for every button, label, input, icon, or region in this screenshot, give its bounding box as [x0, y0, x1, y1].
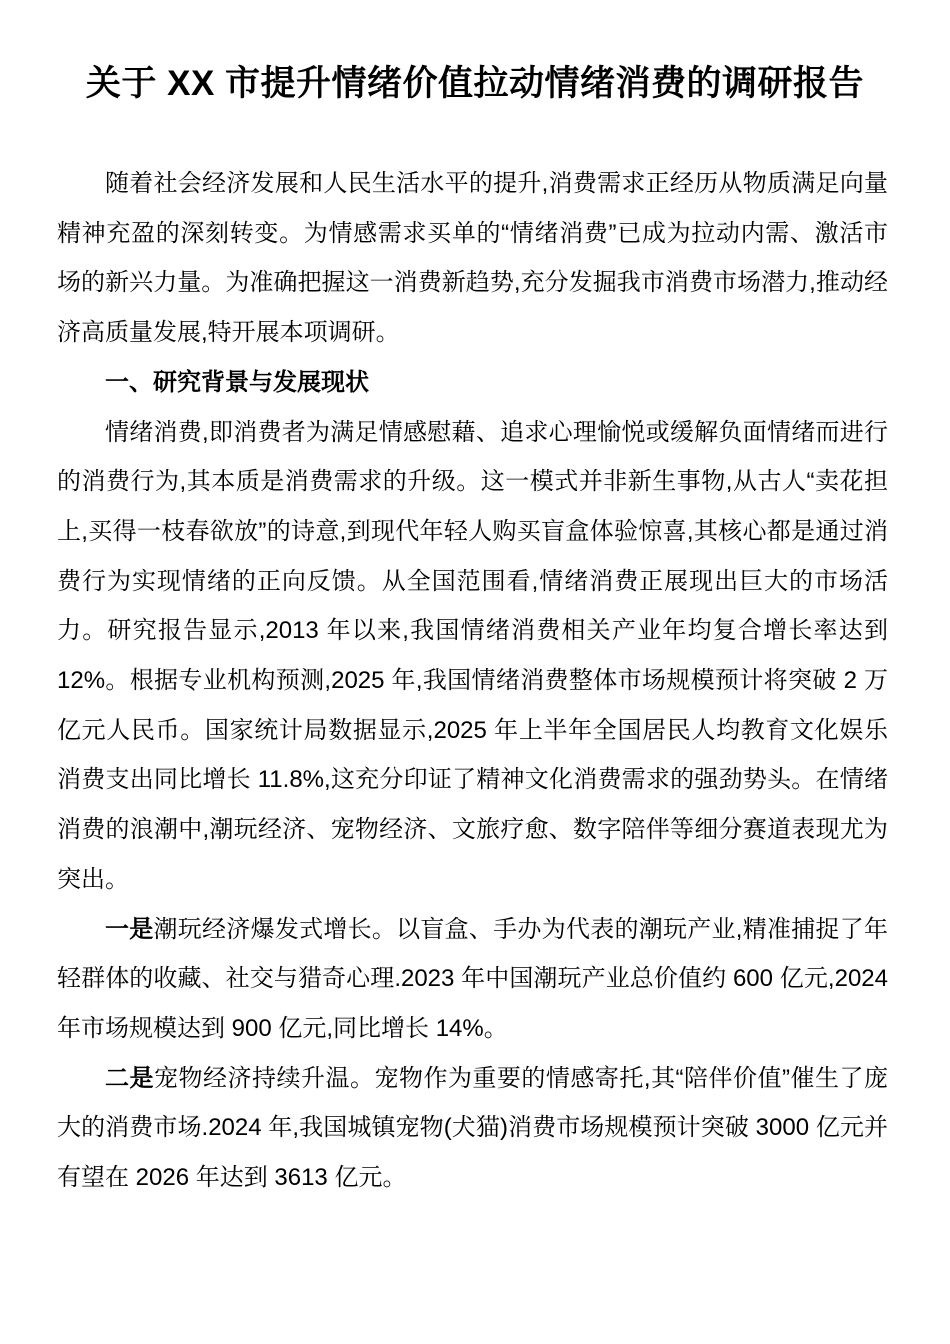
paragraph-intro: 随着社会经济发展和人民生活水平的提升,消费需求正经历从物质满足向量精神充盈的深刻转变。为情感需求买单的“情绪消费”已成为拉动内需、激活市场的新兴力量。为准确把握这一消费新趋势,充分发掘我市消费市场潜力,推动经济高质量发展,特开展本项调研。: [57, 170, 888, 347]
section-heading-1: 一、研究背景与发展现状: [105, 368, 369, 396]
point-1-lead: 一是: [105, 915, 154, 943]
paragraph-background: 情绪消费,即消费者为满足情感慰藉、追求心理愉悦或缓解负面情绪而进行的消费行为,其本质是消费需求的升级。这一模式并非新生事物,从古人“卖花担上,买得一枝春欲放”的诗意,到现代年轻人购买盲盒体验惊喜,其核心都是通过消费行为实现情绪的正向反馈。从全国范围看,情绪消费正展现出巨大的市场活力。研究报告显示,2013 年以来,我国情绪消费相关产业年均复合增长率达到 12%。根据专业机构预测,2025 年,我国情绪消费整体市场规模预计将突破 2 万亿元人民币。国家统计局数据显示,2025 年上半年全国居民人均教育文化娱乐消费支出同比增长 11.8%,这充分印证了精神文化消费需求的强劲势头。在情绪消费的浪潮中,潮玩经济、宠物经济、文旅疗愈、数字陪伴等细分赛道表现尤为突出。: [57, 418, 888, 893]
point-1-text: 潮玩经济爆发式增长。以盲盒、手办为代表的潮玩产业,精准捕捉了年轻群体的收藏、社交与猎奇心理.2023 年中国潮玩产业总价值约 600 亿元,2024 年市场规模达到 900 亿元,同比增长 14%。: [57, 915, 889, 1042]
document-body: [57, 159, 888, 1203]
point-paragraph-1: [57, 905, 888, 1054]
point-2-text: 宠物经济持续升温。宠物作为重要的情感寄托,其“陪伴价值”催生了庞大的消费市场.2024 年,我国城镇宠物(犬猫)消费市场规模预计突破 3000 亿元并有望在 2026 年达到 3613 亿元。: [57, 1064, 889, 1192]
point-2-lead: 二是: [105, 1064, 154, 1092]
report-title: 关于 XX 市提升情绪价值拉动情绪消费的调研报告: [85, 64, 865, 103]
point-paragraph-2: [57, 1054, 888, 1203]
